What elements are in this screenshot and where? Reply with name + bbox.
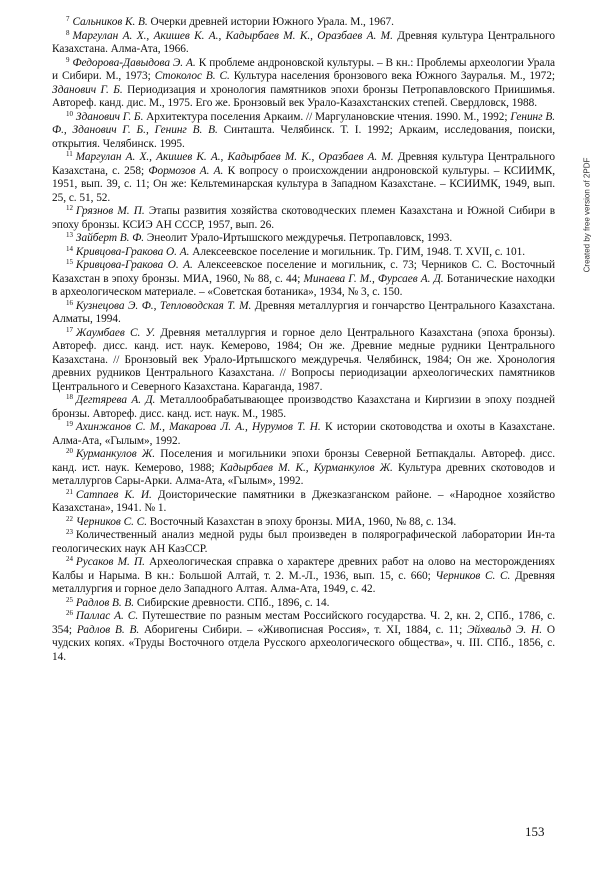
footnote [52,232,555,246]
footnote-number: 23 [66,528,73,536]
footnote-number: 11 [66,150,73,158]
footnote-number: 12 [66,204,73,212]
citation-text: Археологическая справка о характере древних работ на олово на месторождениях Калбы и Нарыма. В кн.: Большой Алтай, т. 2. М.-Л., 1936, вып. 15, с. 660; [52,556,555,582]
footnote-number: 9 [66,55,70,64]
footnote [52,489,555,516]
footnote-number: 25 [66,595,73,604]
footnote-number: 17 [66,325,73,334]
citation-text: Аборигены Сибири. – «Живописная Россия», т. XI, 1884, с. 11; [139,623,468,636]
footnote [52,111,555,152]
footnote [52,394,555,421]
citation-text: Ботанические находки в археологическом материале. – «Советская ботаника», 1934, № 3, с. 150. [52,272,555,298]
citation-text: Архитектура поселения Аркаим. // Маргулановские чтения. 1990. М., 1992; [143,110,511,123]
citation-text: О чудских копях. «Труды Восточного отдела Русского археологического общества», ч. III. СПб., 1856, с. 14. [52,623,555,663]
footnote-number: 24 [66,555,73,563]
author-name: Кузнецова Э. Ф., Тепловодская Т. М. [75,299,252,312]
footnote-number: 16 [66,298,73,307]
citation-text: Металлообрабатывающее производство Казахстана и Киргизии в эпоху поздней бронзы. Автореф. дисс. канд. ист. наук. М., 1985. [52,394,556,420]
author-name: Кадырбаев М. К., Курманкулов Ж. [219,461,393,474]
citation-text: Восточный Казахстан в эпоху бронзы. МИА, 1960, № 88, с. 134. [146,515,457,528]
citation-text: Очерки древней истории Южного Урала. М., 1967. [147,16,394,28]
citation-text: Культура древних скотоводов и металлургов Сары-Арки. Алма-Ата, «Гылым», 1992. [52,461,555,487]
author-name: Черников С. С. [435,569,511,582]
footnote [52,30,555,57]
footnote [52,610,555,664]
citation-text: Древняя металлургия и гончарство Центрального Казахстана. Алматы, 1994. [52,299,555,325]
footnote [52,516,555,530]
citation-text: К истории скотоводства и охоты в Казахстане. Алма-Ата, «Гылым», 1992. [52,421,555,447]
author-name: Радлов В. В. [75,596,135,609]
author-name: Ахинжанов С. М., Макарова Л. А., Нурумов Т. Н. [75,421,321,433]
author-name: Эйхвальд Э. Н. [467,623,542,636]
author-name: Минаева Г. М., Фурсаев А. Д. [303,272,444,285]
footnote-number: 10 [66,109,73,118]
footnote-number: 21 [66,487,73,496]
author-name: Маргулан А. Х., Акишев К. А., Кадырбаев М. К., Оразбаев А. М. [72,29,393,42]
footnote [52,246,555,260]
author-name: Русаков М. П. [75,556,145,568]
footnote [52,597,555,611]
footnote [52,57,555,111]
footnote-number: 14 [66,244,73,253]
author-name: Курманкулов Ж. [75,448,155,460]
author-name: Генинг В. Ф., Зданович Г. Б., Генинг В. В. [52,110,555,136]
author-name: Жаумбаев С. У. [75,326,156,339]
citation-text: Поселения и могильники эпохи бронзы Северной Бетпакдалы. Автореф. дисс. канд. ист. наук. Кемерово, 1988; [52,448,555,474]
citation-text: Древняя металлургия и горное дело Западного Алтая. Алма-Ата, 1949, с. 42. [52,569,555,595]
page-number: 153 [525,824,545,839]
footnotes-block [52,16,555,664]
footnote-number: 13 [66,231,73,239]
watermark-text: Created by free version of 2PDF [582,157,592,273]
citation-text: Древняя металлургия и горное дело Центрального Казахстана (эпоха бронзы). Автореф. дисс. канд. ист. наук. Кемерово, 1984; Он же. Древние медные рудники Центрального Казахстана. // Бронзовый век Урало-Иртышского междуречья. Челябинск, 1984; Он же. Хронология древних рудников Центрального Казахстана. // Вопросы периодизации археологических памятников Центрального и Северного Казахстана. Караганда, 1987. [52,326,555,393]
footnote [52,205,555,232]
citation-text: Этапы развития хозяйства скотоводческих племен Казахстана и Южной Сибири в эпоху бронзы. КСИЭ АН СССР, 1957, вып. 26. [52,205,555,231]
footnote-number: 15 [66,258,73,266]
footnote-number: 18 [66,393,73,401]
citation-text: Периодизация и хронология памятников эпохи бронзы Петропавловского Приишимья. Автореф. канд. дис. М., 1975. Его же. Бронзовый век Урало-Казахстанских степей. Свердловск, 1988. [52,83,556,109]
author-name: Сальников К. В. [72,16,148,28]
citation-text: Синташта. Челябинск. Т. I. 1992; Аркаим, исследования, поиски, открытия. Челябинск. 1995. [52,124,555,150]
footnote [52,16,555,30]
author-name: Грязнов М. П. [75,205,145,217]
footnote [52,300,555,327]
footnote-number: 26 [66,609,73,617]
citation-text: Алексеевское поселение и могильник. Тр. ГИМ, 1948. Т. XVII, с. 101. [189,245,526,258]
citation-text: Сибирские древности. СПб., 1896, с. 14. [134,596,330,609]
author-name: Зданович Г. Б. [52,83,123,96]
citation-text: Древняя культура Центрального Казахстана, с. 258; [52,151,555,177]
author-name: Кривцова-Гракова О. А. [75,259,193,271]
citation-text: К проблеме андроновской культуры. – В кн.: Проблемы археологии Урала и Сибири. М., 1973; [52,56,556,82]
citation-text: Алексеевское поселение и могильник, с. 73; Черников С. С. Восточный Казахстан в эпоху бронзы. МИА, 1960, № 88, с. 44; [52,259,555,285]
author-name: Стоколос В. С. [154,70,230,82]
footnote-number: 20 [66,447,73,455]
author-name: Черников С. С. [75,515,147,528]
author-name: Маргулан А. Х., Акишев К. А., Кадырбаев М. К., Оразбаев А. М. [75,151,394,163]
author-name: Сатпаев К. И. [75,488,152,501]
author-name: Формозов А. А. [148,164,224,177]
author-name: Паллас А. С. [75,610,139,622]
footnote [52,421,555,448]
footnote-number: 8 [66,28,70,37]
citation-text: Количественный анализ медной руды был произведен в полярографической лаборатории Ин-та геологических наук АН КазССР. [52,529,555,555]
watermark-vertical [582,130,592,300]
footnote-number: 19 [66,420,73,428]
footnote [52,151,555,205]
citation-text: Древняя культура Центрального Казахстана. Алма-Ата, 1966. [52,29,555,55]
footnote [52,259,555,300]
footnote [52,529,555,556]
footnote [52,448,555,489]
citation-text: Путешествие по разным местам Российского государства. Ч. 2, кн. 2, СПб., 1786, с. 354; [52,610,555,636]
citation-text: Энеолит Урало-Иртышского междуречья. Петропавловск, 1993. [144,232,453,244]
citation-text: К вопросу о происхождении андроновской культуры. – КСИИМК, 1951, вып. 39, с. 11; Он же: Кельтеминарская культура в Западном Казахстане. – КСИИМК, 1949, вып. 25, с. 51, 52. [52,164,555,204]
author-name: Кривцова-Гракова О. А. [75,245,190,258]
footnote-number: 7 [66,15,70,23]
footnote [52,327,555,395]
author-name: Дегтярева А. Д. [75,394,156,406]
author-name: Зайберт В. Ф. [75,232,145,244]
author-name: Радлов В. В. [76,623,140,636]
citation-text: Доисторические памятники в Джезказганском районе. – «Народное хозяйство Казахстана», 1941. № 1. [52,488,555,514]
citation-text: Культура населения бронзового века Южного Зауралья. М., 1972; [229,70,555,82]
footnote [52,556,555,597]
author-name: Федорова-Давыдова Э. А. [72,56,196,69]
author-name: Зданович Г. Б. [75,110,144,123]
footnote-number: 22 [66,514,73,523]
